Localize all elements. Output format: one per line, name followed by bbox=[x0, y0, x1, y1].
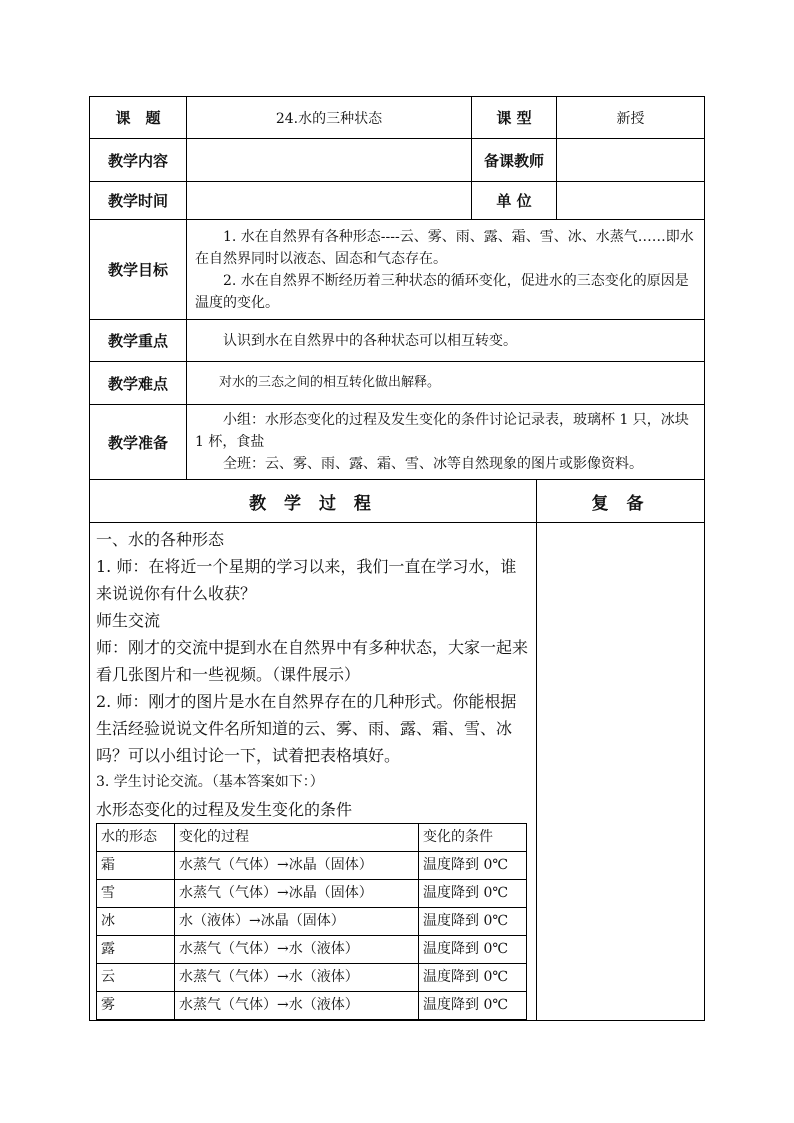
review-notes-cell bbox=[537, 523, 705, 1021]
process-cell: 水（液体）→冰晶（固体） bbox=[175, 908, 419, 936]
condition-cell: 温度降到 0℃ bbox=[419, 936, 527, 964]
table-row bbox=[97, 908, 527, 936]
process-cell: 水蒸气（气体）→冰晶（固体） bbox=[175, 852, 419, 880]
column-header: 变化的过程 bbox=[175, 824, 419, 852]
table-row bbox=[97, 852, 527, 880]
difficulty-text: 对水的三态之间的相互转化做出解释。 bbox=[187, 362, 705, 405]
teacher-label: 备课教师 bbox=[472, 139, 557, 182]
preparation-label: 教学准备 bbox=[90, 405, 187, 480]
condition-cell: 温度降到 0℃ bbox=[419, 992, 527, 1020]
form-cell: 霜 bbox=[97, 852, 175, 880]
content-label: 教学内容 bbox=[90, 139, 187, 182]
prep-group: 小组：水形态变化的过程及发生变化的条件讨论记录表，玻璃杯 1 只，冰块 1 杯，食盐 bbox=[195, 412, 689, 450]
key-point-label: 教学重点 bbox=[90, 320, 187, 362]
goals-label: 教学目标 bbox=[90, 220, 187, 320]
process-cell: 水蒸气（气体）→冰晶（固体） bbox=[175, 880, 419, 908]
type-value: 新授 bbox=[557, 97, 705, 139]
process-cell: 水蒸气（气体）→水（液体） bbox=[175, 936, 419, 964]
process-cell: 水蒸气（气体）→水（液体） bbox=[175, 964, 419, 992]
paragraph-1: 1. 师：在将近一个星期的学习以来，我们一直在学习水，谁来说说你有什么收获？ bbox=[96, 557, 517, 603]
condition-cell: 温度降到 0℃ bbox=[419, 908, 527, 936]
condition-cell: 温度降到 0℃ bbox=[419, 880, 527, 908]
paragraph-5: 3. 学生讨论交流。（基本答案如下：） bbox=[96, 774, 324, 790]
lesson-header-table bbox=[89, 96, 705, 480]
water-forms-table bbox=[96, 823, 527, 1020]
topic-label: 课 题 bbox=[90, 97, 187, 139]
section-heading: 一、水的各种形态 bbox=[96, 530, 225, 549]
goals-cell bbox=[187, 220, 705, 320]
difficulty-label: 教学难点 bbox=[90, 362, 187, 405]
form-cell: 露 bbox=[97, 936, 175, 964]
unit-label: 单 位 bbox=[472, 182, 557, 220]
table-row bbox=[97, 880, 527, 908]
form-cell: 冰 bbox=[97, 908, 175, 936]
column-header: 变化的条件 bbox=[419, 824, 527, 852]
key-point-text: 认识到水在自然界中的各种状态可以相互转变。 bbox=[187, 320, 705, 362]
teacher-value bbox=[557, 139, 705, 182]
process-content bbox=[90, 523, 537, 1021]
goal-1: 1. 水在自然界有各种形态----云、雾、雨、露、霜、雪、冰、水蒸气……即水在自然界同时以液态、固态和气态存在。 bbox=[195, 228, 694, 267]
unit-value bbox=[557, 182, 705, 220]
topic-value: 24.水的三种状态 bbox=[187, 97, 472, 139]
paragraph-4: 2. 师：刚才的图片是水在自然界存在的几种形式。你能根据生活经验说说文件名所知道的云、雾、雨、露、霜、雪、冰吗？可以小组讨论一下，试着把表格填好。 bbox=[96, 692, 517, 765]
preparation-cell bbox=[187, 405, 705, 480]
condition-cell: 温度降到 0℃ bbox=[419, 852, 527, 880]
table-caption: 水形态变化的过程及发生变化的条件 bbox=[96, 800, 353, 819]
prep-class: 全班：云、雾、雨、露、霜、雪、冰等自然现象的图片或影像资料。 bbox=[223, 456, 643, 472]
time-label: 教学时间 bbox=[90, 182, 187, 220]
paragraph-2: 师生交流 bbox=[96, 611, 161, 630]
content-value bbox=[187, 139, 472, 182]
form-cell: 云 bbox=[97, 964, 175, 992]
goal-2: 2. 水在自然界不断经历着三种状态的循环变化，促进水的三态变化的原因是温度的变化。 bbox=[195, 272, 689, 311]
paragraph-3: 师：刚才的交流中提到水在自然界中有多种状态，大家一起来看几张图片和一些视频。（课件展示） bbox=[96, 638, 529, 684]
type-label: 课 型 bbox=[472, 97, 557, 139]
process-cell: 水蒸气（气体）→水（液体） bbox=[175, 992, 419, 1020]
form-cell: 雪 bbox=[97, 880, 175, 908]
column-header: 水的形态 bbox=[97, 824, 175, 852]
time-value bbox=[187, 182, 472, 220]
table-row bbox=[97, 964, 527, 992]
form-cell: 雾 bbox=[97, 992, 175, 1020]
review-title: 复 备 bbox=[537, 480, 705, 523]
teaching-process-table bbox=[89, 479, 705, 1021]
condition-cell: 温度降到 0℃ bbox=[419, 964, 527, 992]
table-header-row bbox=[97, 824, 527, 852]
table-row bbox=[97, 992, 527, 1020]
process-title: 教 学 过 程 bbox=[90, 480, 537, 523]
table-row bbox=[97, 936, 527, 964]
